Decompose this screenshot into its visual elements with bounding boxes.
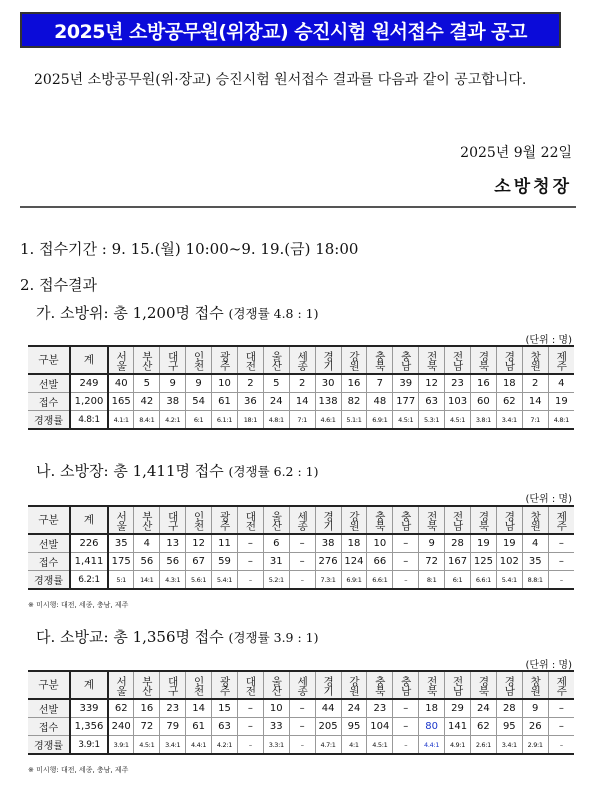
table-cell: 95: [496, 718, 522, 736]
table-cell: –: [548, 553, 574, 571]
header-region: 강원: [341, 671, 367, 699]
row-label: 접수: [28, 718, 70, 736]
row-total: 6.2:1: [70, 571, 108, 590]
table-cell: 4.4:1: [186, 736, 212, 755]
table-cell: 4.3:1: [160, 571, 186, 590]
table-cell: 16: [341, 374, 367, 393]
header-region: 광주: [212, 671, 238, 699]
table-a-heading: [36, 302, 319, 323]
header-region: 전남: [445, 671, 471, 699]
announcement-date: 2025년 9월 22일: [460, 145, 572, 161]
header-region: 경기: [315, 506, 341, 534]
table-cell: –: [393, 534, 419, 553]
row-label: 접수: [28, 553, 70, 571]
header-region: 충북: [367, 506, 393, 534]
table-cell: 4: [134, 534, 160, 553]
applied-row: [28, 718, 574, 736]
table-cell: 14: [522, 393, 548, 411]
header-region: 인천: [186, 506, 212, 534]
table-cell: –: [289, 553, 315, 571]
table-cell: –: [237, 718, 263, 736]
table-cell: 19: [548, 393, 574, 411]
table-cell: 9: [186, 374, 212, 393]
selection-row: [28, 374, 574, 393]
table-cell: 18: [419, 699, 445, 718]
header-region: 대전: [237, 346, 263, 374]
applied-row: [28, 393, 574, 411]
table-cell: 3.4:1: [496, 411, 522, 430]
header-region: 광주: [212, 506, 238, 534]
row-total: 1,200: [70, 393, 108, 411]
header-category: 구분: [28, 671, 70, 699]
table-cell: 61: [186, 718, 212, 736]
table-cell: 23: [445, 374, 471, 393]
table-cell: –: [237, 534, 263, 553]
row-total: 226: [70, 534, 108, 553]
header-region: 부산: [134, 346, 160, 374]
header-region: 서울: [108, 671, 134, 699]
table-cell: 9: [160, 374, 186, 393]
header-region: 대전: [237, 506, 263, 534]
header-category: 구분: [28, 346, 70, 374]
table-cell: –: [548, 699, 574, 718]
table-c-title: 다. 소방교: 총 1,356명 접수: [36, 628, 224, 646]
table-cell: 5.3:1: [419, 411, 445, 430]
header-total: 계: [70, 671, 108, 699]
table-cell: 205: [315, 718, 341, 736]
table-b-heading: [36, 460, 319, 481]
header-category: 구분: [28, 506, 70, 534]
table-cell: 62: [496, 393, 522, 411]
row-label: 접수: [28, 393, 70, 411]
table-b-title: 나. 소방장: 총 1,411명 접수: [36, 462, 224, 480]
table-cell: 15: [212, 699, 238, 718]
table-cell: –: [393, 699, 419, 718]
table-cell: 54: [186, 393, 212, 411]
table-cell: 125: [470, 553, 496, 571]
table-c: [28, 670, 574, 755]
table-cell: 38: [160, 393, 186, 411]
table-cell: 3.4:1: [160, 736, 186, 755]
header-region: 제주: [548, 506, 574, 534]
row-label: 경쟁률: [28, 736, 70, 755]
selection-row: [28, 534, 574, 553]
header-region: 서울: [108, 346, 134, 374]
header-region: 경기: [315, 671, 341, 699]
table-cell: 5:1: [108, 571, 134, 590]
table-cell: 29: [445, 699, 471, 718]
table-cell: 4.4:1: [419, 736, 445, 755]
row-label: 선발: [28, 699, 70, 718]
row-total: 1,411: [70, 553, 108, 571]
table-cell: –: [289, 699, 315, 718]
table-cell: 13: [160, 534, 186, 553]
table-cell: 9: [419, 534, 445, 553]
row-label: 선발: [28, 374, 70, 393]
table-cell: 18: [341, 534, 367, 553]
table-cell: 4.5:1: [445, 411, 471, 430]
table-cell: 5: [263, 374, 289, 393]
table-cell: 6.6:1: [470, 571, 496, 590]
announcement-title-box: [20, 12, 561, 48]
table-cell: 6:1: [445, 571, 471, 590]
header-region: 경북: [470, 671, 496, 699]
table-c-unit: (단위 : 명): [525, 660, 572, 671]
table-cell: 8:1: [419, 571, 445, 590]
table-cell: 63: [212, 718, 238, 736]
table-cell: –: [289, 534, 315, 553]
header-region: 경남: [496, 671, 522, 699]
table-cell: –: [289, 718, 315, 736]
table-cell: 4.5:1: [367, 736, 393, 755]
row-total: 249: [70, 374, 108, 393]
table-cell: 177: [393, 393, 419, 411]
table-cell: 124: [341, 553, 367, 571]
table-cell: 10: [212, 374, 238, 393]
table-c-heading: [36, 626, 319, 647]
row-total: 4.8:1: [70, 411, 108, 430]
ratio-row: [28, 411, 574, 430]
header-region: 충남: [393, 506, 419, 534]
table-cell: –: [548, 736, 574, 755]
header-row: [28, 506, 574, 534]
table-cell: 14: [289, 393, 315, 411]
ratio-row: [28, 571, 574, 590]
table-cell: –: [393, 718, 419, 736]
header-region: 부산: [134, 671, 160, 699]
table-cell: 35: [108, 534, 134, 553]
table-c-competition: (경쟁률 3.9 : 1): [228, 630, 319, 645]
header-region: 세종: [289, 506, 315, 534]
table-cell: –: [393, 571, 419, 590]
table-cell: 141: [445, 718, 471, 736]
table-cell: 4.8:1: [548, 411, 574, 430]
table-cell: 56: [134, 553, 160, 571]
table-cell: 63: [419, 393, 445, 411]
table-cell: 4.7:1: [315, 736, 341, 755]
row-total: 3.9:1: [70, 736, 108, 755]
header-region: 인천: [186, 346, 212, 374]
table-b-unit: (단위 : 명): [525, 494, 572, 505]
header-region: 대전: [237, 671, 263, 699]
row-label: 경쟁률: [28, 571, 70, 590]
table-cell: 48: [367, 393, 393, 411]
table-cell: 44: [315, 699, 341, 718]
table-cell: 82: [341, 393, 367, 411]
table-cell: 6.1:1: [212, 411, 238, 430]
row-label: 선발: [28, 534, 70, 553]
header-region: 경기: [315, 346, 341, 374]
table-cell: –: [237, 736, 263, 755]
table-cell: 102: [496, 553, 522, 571]
table-cell: 12: [419, 374, 445, 393]
header-region: 경북: [470, 506, 496, 534]
selection-row: [28, 699, 574, 718]
header-region: 전북: [419, 506, 445, 534]
section-period: 1. 접수기간 : 9. 15.(월) 10:00~9. 19.(금) 18:00: [20, 240, 359, 258]
issuer-name: 소방청장: [494, 177, 572, 197]
divider: [20, 206, 576, 208]
header-region: 충북: [367, 346, 393, 374]
header-region: 울산: [263, 671, 289, 699]
table-cell: 23: [160, 699, 186, 718]
table-a-title: 가. 소방위: 총 1,200명 접수: [36, 304, 224, 322]
table-cell: 2.6:1: [470, 736, 496, 755]
announcement-title: 2025년 소방공무원(위장교) 승진시험 원서접수 결과 공고: [54, 20, 527, 43]
table-cell: 30: [315, 374, 341, 393]
table-b-competition: (경쟁률 6.2 : 1): [228, 464, 319, 479]
table-cell: 10: [367, 534, 393, 553]
table-cell: –: [237, 571, 263, 590]
table-cell: 26: [522, 718, 548, 736]
table-cell: 59: [212, 553, 238, 571]
table-c-note: ※ 미시행: 대전, 세종, 충남, 제주: [28, 766, 129, 774]
table-cell: 3.3:1: [263, 736, 289, 755]
table-cell: 4.5:1: [393, 411, 419, 430]
table-cell: 14:1: [134, 571, 160, 590]
table-cell: 18: [496, 374, 522, 393]
header-region: 제주: [548, 671, 574, 699]
header-region: 경북: [470, 346, 496, 374]
section-results: 2. 접수결과: [20, 276, 98, 294]
table-cell: 56: [160, 553, 186, 571]
intro-paragraph: 2025년 소방공무원(위·장교) 승진시험 원서접수 결과를 다음과 같이 공고합니다.: [34, 72, 527, 88]
table-cell: 165: [108, 393, 134, 411]
table-cell: 38: [315, 534, 341, 553]
table-cell: 103: [445, 393, 471, 411]
header-region: 강원: [341, 346, 367, 374]
table-cell: –: [548, 718, 574, 736]
table-cell: 5.1:1: [341, 411, 367, 430]
table-cell: –: [237, 699, 263, 718]
header-region: 창원: [522, 346, 548, 374]
table-cell: 19: [470, 534, 496, 553]
header-region: 전북: [419, 346, 445, 374]
header-region: 창원: [522, 671, 548, 699]
table-b-note: ※ 미시행: 대전, 세종, 충남, 제주: [28, 601, 129, 609]
table-cell: 28: [445, 534, 471, 553]
table-cell: 7: [367, 374, 393, 393]
table-cell: 104: [367, 718, 393, 736]
table-b: [28, 505, 574, 590]
table-cell: 66: [367, 553, 393, 571]
table-cell: 2: [289, 374, 315, 393]
table-cell: 14: [186, 699, 212, 718]
table-cell: 24: [470, 699, 496, 718]
ratio-row: [28, 736, 574, 755]
table-cell: 31: [263, 553, 289, 571]
table-cell: 19: [496, 534, 522, 553]
table-a: [28, 345, 574, 430]
header-total: 계: [70, 346, 108, 374]
table-cell: 67: [186, 553, 212, 571]
table-cell: 6.9:1: [367, 411, 393, 430]
table-cell: 72: [419, 553, 445, 571]
table-cell: 2: [522, 374, 548, 393]
header-total: 계: [70, 506, 108, 534]
table-cell: 240: [108, 718, 134, 736]
table-cell: 79: [160, 718, 186, 736]
table-cell: 80: [419, 718, 445, 736]
table-cell: 3.8:1: [470, 411, 496, 430]
table-cell: 4.2:1: [212, 736, 238, 755]
table-cell: 61: [212, 393, 238, 411]
header-region: 경남: [496, 506, 522, 534]
row-total: 1,356: [70, 718, 108, 736]
header-region: 광주: [212, 346, 238, 374]
table-cell: 4: [522, 534, 548, 553]
table-cell: 72: [134, 718, 160, 736]
table-cell: 39: [393, 374, 419, 393]
table-cell: 167: [445, 553, 471, 571]
header-region: 충남: [393, 346, 419, 374]
table-cell: 62: [108, 699, 134, 718]
table-cell: 276: [315, 553, 341, 571]
table-cell: 24: [263, 393, 289, 411]
table-cell: 5.2:1: [263, 571, 289, 590]
applied-row: [28, 553, 574, 571]
table-cell: 16: [470, 374, 496, 393]
header-region: 인천: [186, 671, 212, 699]
table-cell: 175: [108, 553, 134, 571]
table-cell: –: [289, 571, 315, 590]
table-cell: 6: [263, 534, 289, 553]
table-cell: 23: [367, 699, 393, 718]
table-cell: 7:1: [289, 411, 315, 430]
header-region: 울산: [263, 346, 289, 374]
table-cell: –: [393, 553, 419, 571]
table-cell: 60: [470, 393, 496, 411]
table-cell: 12: [186, 534, 212, 553]
table-cell: 3.9:1: [108, 736, 134, 755]
table-cell: –: [393, 736, 419, 755]
table-cell: 5.4:1: [496, 571, 522, 590]
table-cell: 4.6:1: [315, 411, 341, 430]
table-cell: 6:1: [186, 411, 212, 430]
table-cell: –: [289, 736, 315, 755]
table-cell: 95: [341, 718, 367, 736]
table-a-unit: (단위 : 명): [525, 335, 572, 346]
header-region: 전남: [445, 346, 471, 374]
header-region: 창원: [522, 506, 548, 534]
table-cell: 7.3:1: [315, 571, 341, 590]
row-total: 339: [70, 699, 108, 718]
header-region: 제주: [548, 346, 574, 374]
table-cell: 5.4:1: [212, 571, 238, 590]
table-cell: 5.6:1: [186, 571, 212, 590]
table-cell: 35: [522, 553, 548, 571]
table-cell: 4.5:1: [134, 736, 160, 755]
table-cell: 4.1:1: [108, 411, 134, 430]
table-cell: 33: [263, 718, 289, 736]
table-cell: 36: [237, 393, 263, 411]
table-cell: 138: [315, 393, 341, 411]
table-cell: 4.2:1: [160, 411, 186, 430]
table-cell: 16: [134, 699, 160, 718]
header-region: 서울: [108, 506, 134, 534]
table-cell: 5: [134, 374, 160, 393]
header-region: 세종: [289, 346, 315, 374]
header-region: 부산: [134, 506, 160, 534]
table-cell: 8.8:1: [522, 571, 548, 590]
header-region: 강원: [341, 506, 367, 534]
table-cell: 28: [496, 699, 522, 718]
table-a-competition: (경쟁률 4.8 : 1): [228, 306, 319, 321]
table-cell: 42: [134, 393, 160, 411]
header-region: 충북: [367, 671, 393, 699]
table-cell: –: [548, 534, 574, 553]
table-cell: 2: [237, 374, 263, 393]
table-cell: 4:1: [341, 736, 367, 755]
header-row: [28, 346, 574, 374]
header-region: 세종: [289, 671, 315, 699]
table-cell: 6.9:1: [341, 571, 367, 590]
table-cell: 3.4:1: [496, 736, 522, 755]
table-cell: –: [548, 571, 574, 590]
table-cell: 4.9:1: [445, 736, 471, 755]
table-cell: 18:1: [237, 411, 263, 430]
table-cell: 9: [522, 699, 548, 718]
header-region: 대구: [160, 506, 186, 534]
header-region: 경남: [496, 346, 522, 374]
row-label: 경쟁률: [28, 411, 70, 430]
table-cell: 7:1: [522, 411, 548, 430]
header-region: 전남: [445, 506, 471, 534]
table-cell: 10: [263, 699, 289, 718]
table-cell: 6.6:1: [367, 571, 393, 590]
table-cell: –: [237, 553, 263, 571]
table-cell: 11: [212, 534, 238, 553]
table-cell: 4.8:1: [263, 411, 289, 430]
header-region: 대구: [160, 346, 186, 374]
table-cell: 8.4:1: [134, 411, 160, 430]
table-cell: 4: [548, 374, 574, 393]
table-cell: 40: [108, 374, 134, 393]
header-region: 전북: [419, 671, 445, 699]
header-region: 울산: [263, 506, 289, 534]
header-region: 충남: [393, 671, 419, 699]
table-cell: 24: [341, 699, 367, 718]
table-cell: 2.9:1: [522, 736, 548, 755]
header-region: 대구: [160, 671, 186, 699]
header-row: [28, 671, 574, 699]
table-cell: 62: [470, 718, 496, 736]
